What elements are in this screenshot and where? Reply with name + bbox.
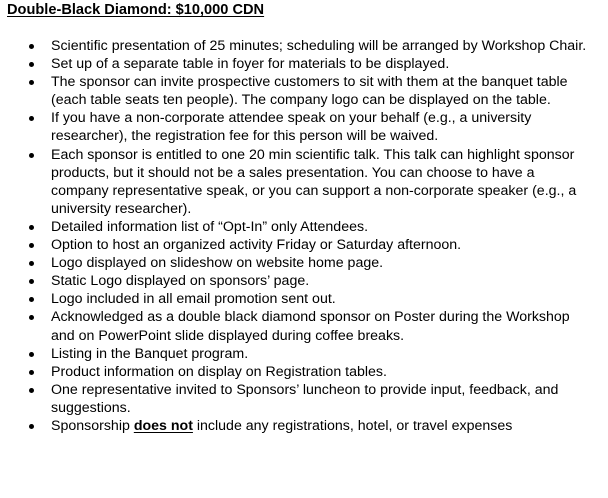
benefits-list [0,37,608,435]
list-item [0,290,608,308]
list-item [0,272,608,290]
item-text: The sponsor can invite prospective customers to sit with them at the banquet table (each table seats ten people). The company logo can be displayed on the table. [51,74,568,109]
item-text: Product information on display on Registration tables. [51,363,387,380]
bullet-icon [29,225,34,230]
bullet-icon [29,370,34,375]
exclusion-text-after: include any registrations, hotel, or travel expenses [192,417,513,434]
item-text: Logo displayed on slideshow on website home page. [51,255,384,272]
item-text: Option to host an organized activity Friday or Saturday afternoon. [51,237,462,254]
list-item [0,345,608,363]
list-item [0,236,608,254]
item-text: Listing in the Banquet program. [51,345,249,362]
bullet-icon [29,279,34,284]
bullet-icon [29,261,34,266]
item-text: Acknowledged as a double black diamond sponsor on Poster during the Workshop and on PowerPoint slide displayed during coffee breaks. [51,309,570,344]
bullet-icon [29,62,34,67]
bullet-icon [29,153,34,158]
bullet-icon [29,424,34,429]
tier-title: Double-Black Diamond: $10,000 CDN [7,2,265,18]
bullet-icon [29,80,34,85]
bullet-icon [29,388,34,393]
bullet-icon [29,315,34,320]
item-text: Each sponsor is entitled to one 20 min scientific talk. This talk can highlight sponsor products, but it should not be a sales presentation. You can choose to have a company representative speak, or you can support a non-corporate speaker (e.g., a university researcher). [51,146,577,217]
list-item [0,37,608,55]
list-item-exclusions [0,417,608,435]
bullet-icon [29,352,34,357]
item-text: Scientific presentation of 25 minutes; scheduling will be arranged by Workshop Chair. [51,38,587,54]
item-text: Logo included in all email promotion sent out. [51,291,336,308]
list-item [0,254,608,272]
item-text: One representative invited to Sponsors’ luncheon to provide input, feedback, and suggestions. [51,381,559,416]
bullet-icon [29,116,34,121]
list-item [0,381,608,417]
list-item [0,73,608,109]
list-item [0,146,608,218]
item-text: Set up of a separate table in foyer for materials to be displayed. [51,56,450,73]
exclusion-emphasis: does not [133,417,193,434]
bullet-icon [29,297,34,302]
bullet-icon [29,44,34,49]
item-text: Static Logo displayed on sponsors’ page. [51,273,310,290]
list-item [0,55,608,73]
item-text: If you have a non-corporate attendee speak on your behalf (e.g., a university researcher), the registration fee for this person will be waived. [51,110,532,145]
exclusion-text-before: Sponsorship [51,417,134,434]
list-item [0,109,608,145]
list-item [0,363,608,381]
item-text: Detailed information list of “Opt-In” only Attendees. [51,218,369,235]
bullet-icon [29,243,34,248]
list-item [0,218,608,236]
list-item [0,308,608,344]
